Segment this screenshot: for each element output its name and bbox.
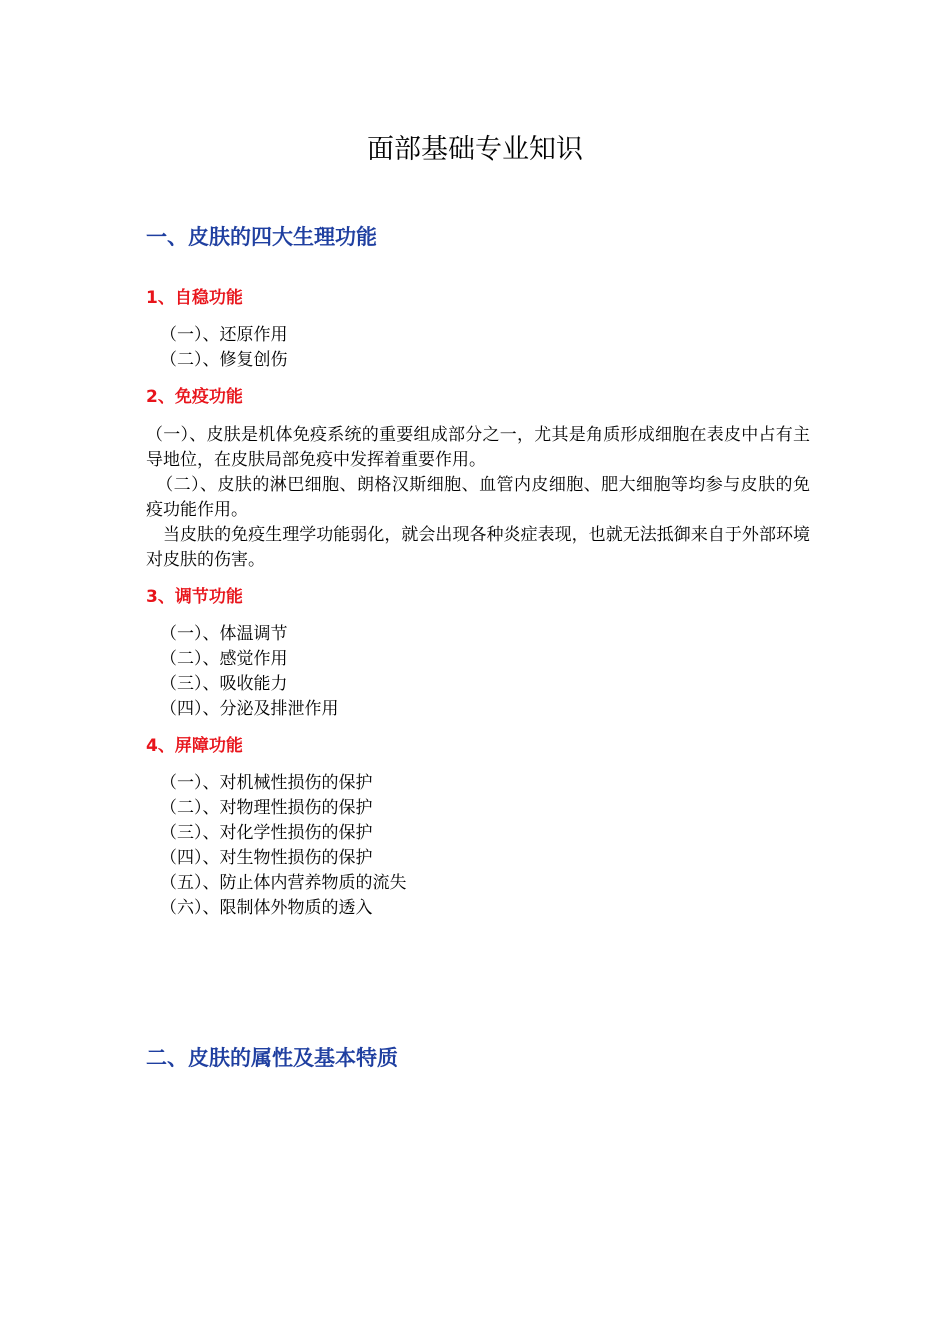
document-title: 面部基础专业知识	[367, 134, 583, 165]
paragraph-immunity-3: 当皮肤的免疫生理学功能弱化，就会出现各种炎症表现，也就无法抵御来自于外部环境对皮肤的伤害。	[146, 525, 810, 570]
section-heading-2: 二、皮肤的属性及基本特质	[146, 1046, 398, 1070]
subheading-immunity: 2、免疫功能	[146, 387, 243, 407]
list-item: （二）、修复创伤	[160, 350, 288, 370]
list-item: （二）、感觉作用	[160, 649, 288, 669]
paragraph-immunity-2: （二）、皮肤的淋巴细胞、朗格汉斯细胞、血管内皮细胞、肥大细胞等均参与皮肤的免疫功能作用。	[146, 475, 810, 520]
subheading-barrier: 4、屏障功能	[146, 736, 243, 756]
subheading-homeostasis: 1、自稳功能	[146, 288, 243, 308]
list-item: （三）、对化学性损伤的保护	[160, 823, 373, 843]
list-item: （四）、分泌及排泄作用	[160, 699, 339, 719]
list-item: （五）、防止体内营养物质的流失	[160, 873, 407, 893]
list-barrier	[160, 771, 407, 921]
list-item: （一）、还原作用	[160, 325, 288, 345]
list-item: （一）、体温调节	[160, 624, 288, 644]
list-item: （四）、对生物性损伤的保护	[160, 848, 373, 868]
list-item: （一）、对机械性损伤的保护	[160, 773, 373, 793]
paragraph-immunity-1: （一）、皮肤是机体免疫系统的重要组成部分之一，尤其是角质形成细胞在表皮中占有主导地位，在皮肤局部免疫中发挥着重要作用。	[146, 425, 810, 470]
list-regulation	[160, 622, 339, 722]
section-heading-1: 一、皮肤的四大生理功能	[146, 225, 377, 249]
list-item: （六）、限制体外物质的透入	[160, 898, 373, 918]
list-homeostasis	[160, 323, 288, 373]
subheading-regulation: 3、调节功能	[146, 587, 243, 607]
list-item: （二）、对物理性损伤的保护	[160, 798, 373, 818]
list-item: （三）、吸收能力	[160, 674, 288, 694]
